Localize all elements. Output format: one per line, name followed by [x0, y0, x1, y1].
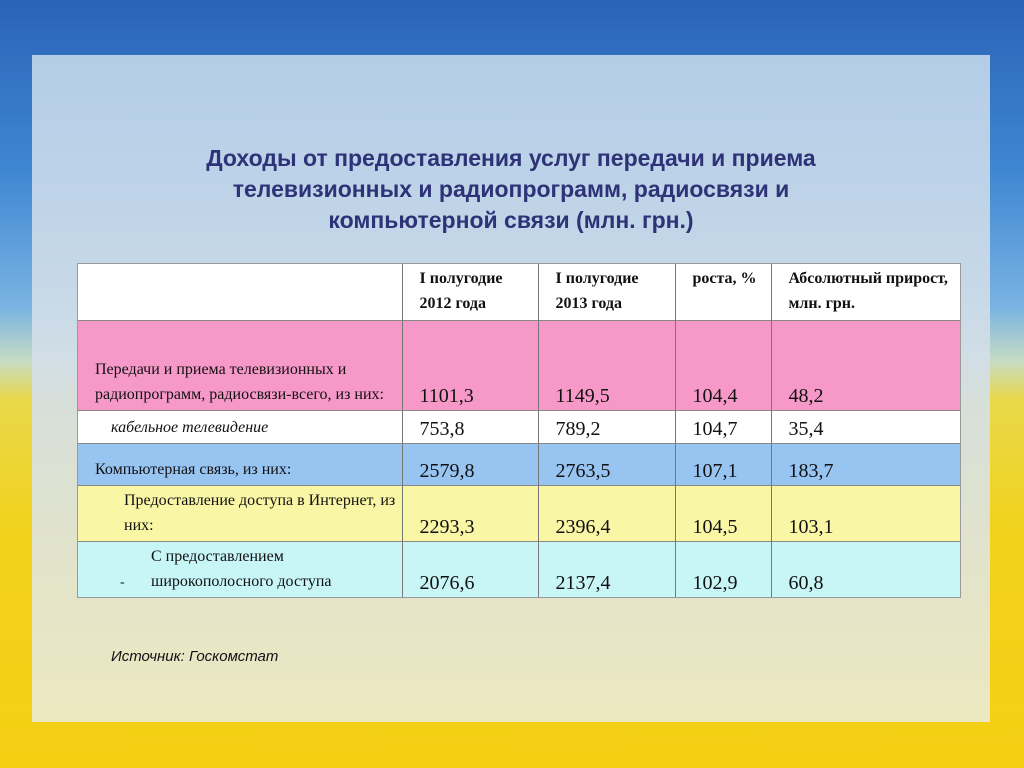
- table-row: [78, 320, 960, 410]
- header-h1-2012: I полугодие 2012 года: [402, 264, 538, 320]
- value-cell: 2076,6: [402, 541, 538, 597]
- slide-title: [32, 143, 990, 236]
- header-absolute-increase: Абсолютный прирост, млн. грн.: [771, 264, 960, 320]
- row-label-text: С предоставлением широкополосного доступа: [151, 548, 332, 590]
- row-marker: -: [120, 575, 125, 590]
- value-cell: 104,5: [675, 485, 771, 541]
- header-h1-2013: I полугодие 2013 года: [538, 264, 675, 320]
- table-row: [78, 485, 960, 541]
- row-label: Предоставление доступа в Интернет, из них:: [78, 485, 402, 541]
- header-growth-percent: роста, %: [675, 264, 771, 320]
- value-cell: 104,4: [675, 320, 771, 410]
- value-cell: 2579,8: [402, 443, 538, 485]
- value-cell: 104,7: [675, 410, 771, 443]
- source-note: Источник: Госкомстат: [111, 648, 279, 665]
- slide-panel: [32, 55, 990, 722]
- table-row: [78, 443, 960, 485]
- table-row: [78, 410, 960, 443]
- title-line-3: компьютерной связи (млн. грн.): [328, 207, 694, 233]
- value-cell: 789,2: [538, 410, 675, 443]
- value-cell: 103,1: [771, 485, 960, 541]
- value-cell: 48,2: [771, 320, 960, 410]
- value-cell: 2396,4: [538, 485, 675, 541]
- row-label: кабельное телевидение: [78, 410, 402, 443]
- table-row: [78, 541, 960, 597]
- revenue-table: [77, 263, 961, 598]
- value-cell: 102,9: [675, 541, 771, 597]
- value-cell: 60,8: [771, 541, 960, 597]
- row-label: Компьютерная связь, из них:: [78, 443, 402, 485]
- row-label: Передачи и приема телевизионных и радиопрограмм, радиосвязи-всего, из них:: [78, 320, 402, 410]
- value-cell: 183,7: [771, 443, 960, 485]
- value-cell: 1101,3: [402, 320, 538, 410]
- value-cell: 2763,5: [538, 443, 675, 485]
- value-cell: 753,8: [402, 410, 538, 443]
- row-label: [78, 541, 402, 597]
- value-cell: 35,4: [771, 410, 960, 443]
- value-cell: 1149,5: [538, 320, 675, 410]
- header-cell-empty: [78, 264, 402, 320]
- title-line-2: телевизионных и радиопрограмм, радиосвязи и: [232, 176, 790, 202]
- title-line-1: Доходы от предоставления услуг передачи и приема: [206, 145, 816, 171]
- value-cell: 2293,3: [402, 485, 538, 541]
- table-header-row: [78, 264, 960, 320]
- value-cell: 2137,4: [538, 541, 675, 597]
- value-cell: 107,1: [675, 443, 771, 485]
